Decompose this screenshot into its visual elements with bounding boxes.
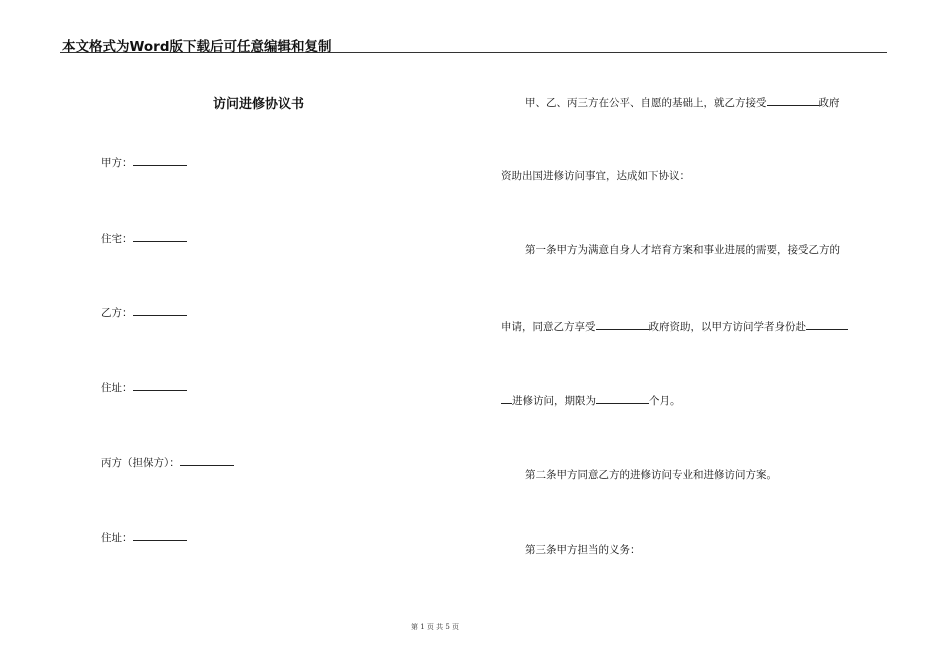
page-footer: 第 1 页 共 5 页 (410, 623, 460, 631)
destination-blank (806, 318, 848, 330)
funding-blank (596, 318, 649, 330)
government-blank (767, 94, 819, 106)
party-c-address-label: 住址： (101, 532, 133, 544)
body-line-1b: 政府 (818, 97, 840, 109)
body-line-2: 资助出国进修访问事宜，达成如下协议： (501, 170, 690, 182)
article-1-line-2 (501, 318, 848, 334)
body-line-1a: 甲、乙、丙三方在公平、自愿的基础上，就乙方接受 (525, 97, 767, 109)
duration-blank (596, 392, 649, 404)
article-1-line-3a: 进修访问，期限为 (512, 395, 596, 407)
party-c-field (101, 454, 234, 470)
party-c-label: 丙方（担保方）： (101, 457, 180, 469)
party-a-label: 甲方： (101, 157, 133, 169)
party-c-address-field (101, 529, 187, 545)
article-2: 第二条甲方同意乙方的进修访问专业和进修访问方案。 (525, 469, 777, 481)
party-c-address-blank (133, 529, 187, 541)
article-1-line-3b: 个月。 (649, 395, 681, 407)
body-paragraph-intro (525, 94, 840, 110)
party-a-field (101, 154, 187, 170)
party-b-blank (133, 304, 187, 316)
party-a-address-blank (133, 230, 187, 242)
article-1-line-3 (501, 392, 681, 408)
party-b-address-blank (133, 379, 187, 391)
article-1-line-2a: 申请，同意乙方享受 (501, 321, 596, 333)
party-a-blank (133, 154, 187, 166)
party-b-field (101, 304, 187, 320)
document-header: 本文格式为Word版下载后可任意编辑和复制 (62, 39, 332, 55)
header-divider (60, 52, 887, 53)
party-b-address-field (101, 379, 187, 395)
party-c-blank (180, 454, 234, 466)
article-1-line-2b: 政府资助，以甲方访问学者身份赴 (648, 321, 806, 333)
party-a-address-field (101, 230, 187, 246)
destination-blank-cont (501, 392, 512, 404)
article-1-line-1: 第一条甲方为满意自身人才培育方案和事业进展的需要，接受乙方的 (525, 244, 840, 256)
party-b-address-label: 住址： (101, 382, 133, 394)
party-b-label: 乙方： (101, 307, 133, 319)
document-title: 访问进修协议书 (213, 97, 305, 112)
party-a-address-label: 住宅： (101, 233, 133, 245)
article-3: 第三条甲方担当的义务： (525, 544, 641, 556)
